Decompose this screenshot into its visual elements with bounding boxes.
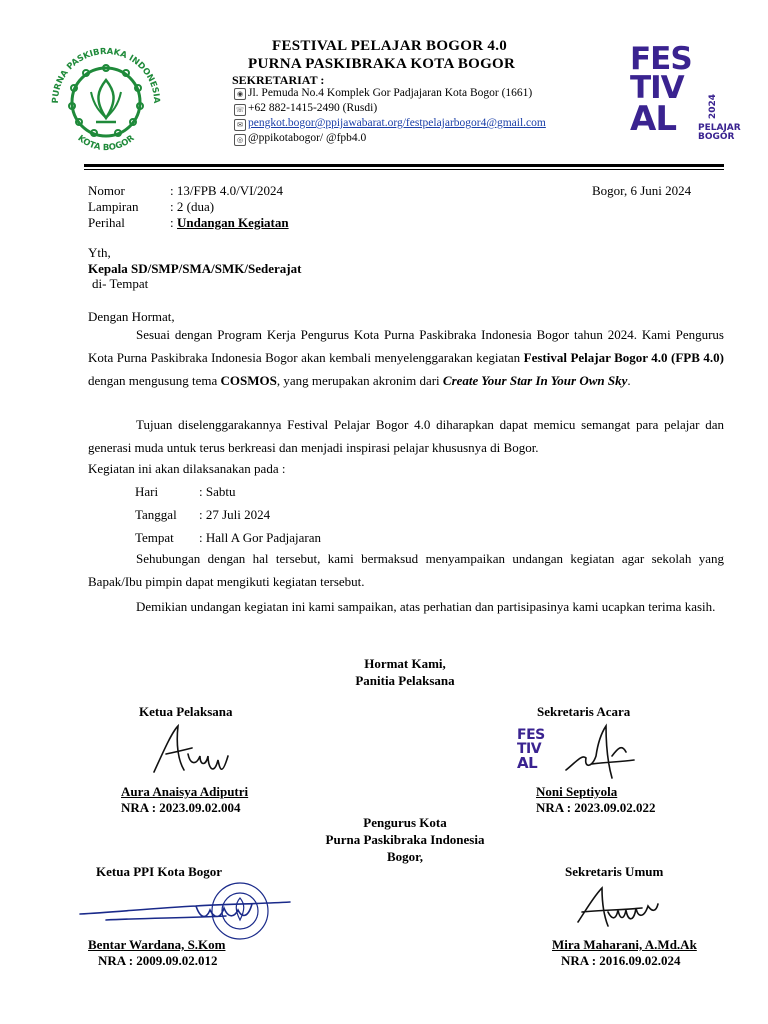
ketua-ppi-title: Ketua PPI Kota Bogor: [96, 864, 223, 879]
sekretaris-umum-title: Sekretaris Umum: [565, 864, 664, 879]
header-rule-thick: [84, 164, 724, 167]
p1-text-g: .: [627, 373, 631, 388]
fpb-stamp-line3: AL: [517, 754, 538, 772]
recipient-place: di- Tempat: [92, 276, 149, 291]
perihal-label: Perihal: [88, 215, 125, 230]
recipient-yth: Yth,: [88, 245, 111, 260]
header-title-1: FESTIVAL PELAJAR BOGOR 4.0: [272, 38, 508, 54]
fpb-logo-sub2: BOGOR: [698, 132, 735, 142]
sekretaris-acara-name: Noni Septiyola: [536, 784, 618, 799]
pengurus-line-1: Pengurus Kota: [363, 815, 447, 830]
greeting: Dengan Hormat,: [88, 309, 175, 324]
closing-line-2: Panitia Pelaksana: [355, 673, 455, 688]
signature-sekretaris-umum: [572, 882, 664, 936]
nomor-value: : 13/FPB 4.0/VI/2024: [170, 183, 284, 198]
paragraph-2: Tujuan diselenggarakannya Festival Pelajar Bogor 4.0 diharapkan dapat memicu semangat para pelajar dan generasi muda untuk terus berkreasi dan menjadi inspirasi pelajar khususnya di Bogor.: [88, 417, 724, 455]
fpb-stamp-small: [517, 728, 567, 774]
instagram-icon: ◎: [234, 134, 246, 146]
sekretaris-umum-name: Mira Maharani, A.Md.Ak: [552, 937, 697, 952]
fpb-logo-sub1: PELAJAR: [698, 123, 741, 133]
header-rule-thin: [84, 169, 724, 170]
tanggal-value: : 27 Juli 2024: [199, 507, 271, 522]
left-logo-text-top: PURNA PASKIBRAKA INDONESIA: [50, 46, 162, 104]
fpb-stamp-line1: FES: [517, 727, 545, 743]
p1-text-a: Sesuai dengan Program Kerja Pengurus Kota Purna Paskibraka Indonesia Bogor tahun 2024. Kami Pengurus Kota Purna Paskibraka Indonesia Bogor akan kembali menyelenggarakan kegiatan: [88, 327, 724, 365]
ketua-ppi-nra: NRA : 2009.09.02.012: [98, 953, 218, 968]
hari-label: Hari: [135, 484, 159, 499]
perihal-value: Undangan Kegiatan: [177, 215, 289, 230]
perihal-colon: :: [170, 215, 174, 230]
recipient-name: Kepala SD/SMP/SMA/SMK/Sederajat: [88, 261, 302, 276]
pengurus-line-3: Bogor,: [387, 849, 423, 864]
sekretaris-umum-nra: NRA : 2016.09.02.024: [561, 953, 681, 968]
ketua-ppi-name: Bentar Wardana, S.Kom: [88, 937, 226, 952]
p1-theme: COSMOS: [220, 373, 277, 388]
p1-event-name: Festival Pelajar Bogor 4.0 (FPB 4.0): [523, 350, 724, 365]
sekretariat-label: SEKRETARIAT :: [232, 73, 325, 87]
lampiran-label: Lampiran: [88, 199, 139, 214]
fpb-logo-line1: FES: [630, 41, 692, 77]
tempat-value: : Hall A Gor Padjajaran: [199, 530, 322, 545]
hari-value: : Sabtu: [199, 484, 236, 499]
letter-date: Bogor, 6 Juni 2024: [592, 183, 692, 198]
p1-text-c: dengan mengusung tema: [88, 373, 221, 388]
paragraph-1: [88, 323, 724, 392]
fpb-stamp-line2: TIV: [517, 741, 542, 757]
fpb-logo-year: 2024: [708, 94, 718, 120]
email-icon: ✉: [234, 119, 246, 131]
left-logo-text-bottom: KOTA BOGOR: [75, 133, 137, 152]
signature-ketua-pelaksana: [148, 720, 238, 782]
paragraph-4: Sehubungan dengan hal tersebut, kami bermaksud menyampaikan undangan kegiatan agar sekolah yang Bapak/Ibu pimpin dapat mengikuti kegiatan tersebut.: [88, 551, 724, 589]
signature-ketua-ppi: [76, 888, 296, 932]
fpb-logo-line3: AL: [630, 99, 676, 139]
paragraph-3: Kegiatan ini akan dilaksanakan pada :: [88, 461, 286, 476]
ppi-logo-left: [36, 40, 176, 152]
fpb-logo-right: [628, 41, 741, 144]
ketua-pelaksana-title: Ketua Pelaksana: [139, 704, 233, 719]
tanggal-label: Tanggal: [135, 507, 177, 522]
phone-icon: ☏: [235, 106, 245, 114]
ketua-pelaksana-nra: NRA : 2023.09.02.004: [121, 800, 241, 815]
tempat-label: Tempat: [135, 530, 174, 545]
pengurus-line-2: Purna Paskibraka Indonesia: [325, 832, 485, 847]
ketua-pelaksana-name: Aura Anaisya Adiputri: [121, 784, 249, 799]
closing-line-1: Hormat Kami,: [364, 656, 446, 671]
nomor-label: Nomor: [88, 183, 125, 198]
sekretaris-acara-nra: NRA : 2023.09.02.022: [536, 800, 656, 815]
p1-acronym: Create Your Star In Your Own Sky: [442, 373, 628, 388]
header-social: @ppikotabogor/ @fpb4.0: [248, 132, 367, 144]
header-email-link[interactable]: pengkot.bogor@ppijawabarat.org/festpelajarbogor4@gmail.com: [248, 117, 546, 129]
p1-text-e: , yang merupakan akronim dari: [276, 373, 443, 388]
header-phone: +62 882-1415-2490 (Rusdi): [248, 102, 378, 114]
location-icon: ◉: [234, 88, 246, 100]
header-title-2: PURNA PASKIBRAKA KOTA BOGOR: [248, 56, 516, 72]
sekretaris-acara-title: Sekretaris Acara: [537, 704, 631, 719]
lampiran-value: : 2 (dua): [170, 199, 215, 214]
signature-sekretaris-acara: [562, 718, 642, 782]
fpb-logo-line2: TIV: [630, 70, 684, 106]
svg-text:PURNA PASKIBRAKA INDONESIA: [51, 47, 161, 104]
header-address: Jl. Pemuda No.4 Komplek Gor Padjajaran Kota Bogor (1661): [248, 87, 533, 99]
paragraph-5: Demikian undangan kegiatan ini kami sampaikan, atas perhatian dan partisipasinya kami ucapkan terima kasih.: [136, 599, 716, 614]
